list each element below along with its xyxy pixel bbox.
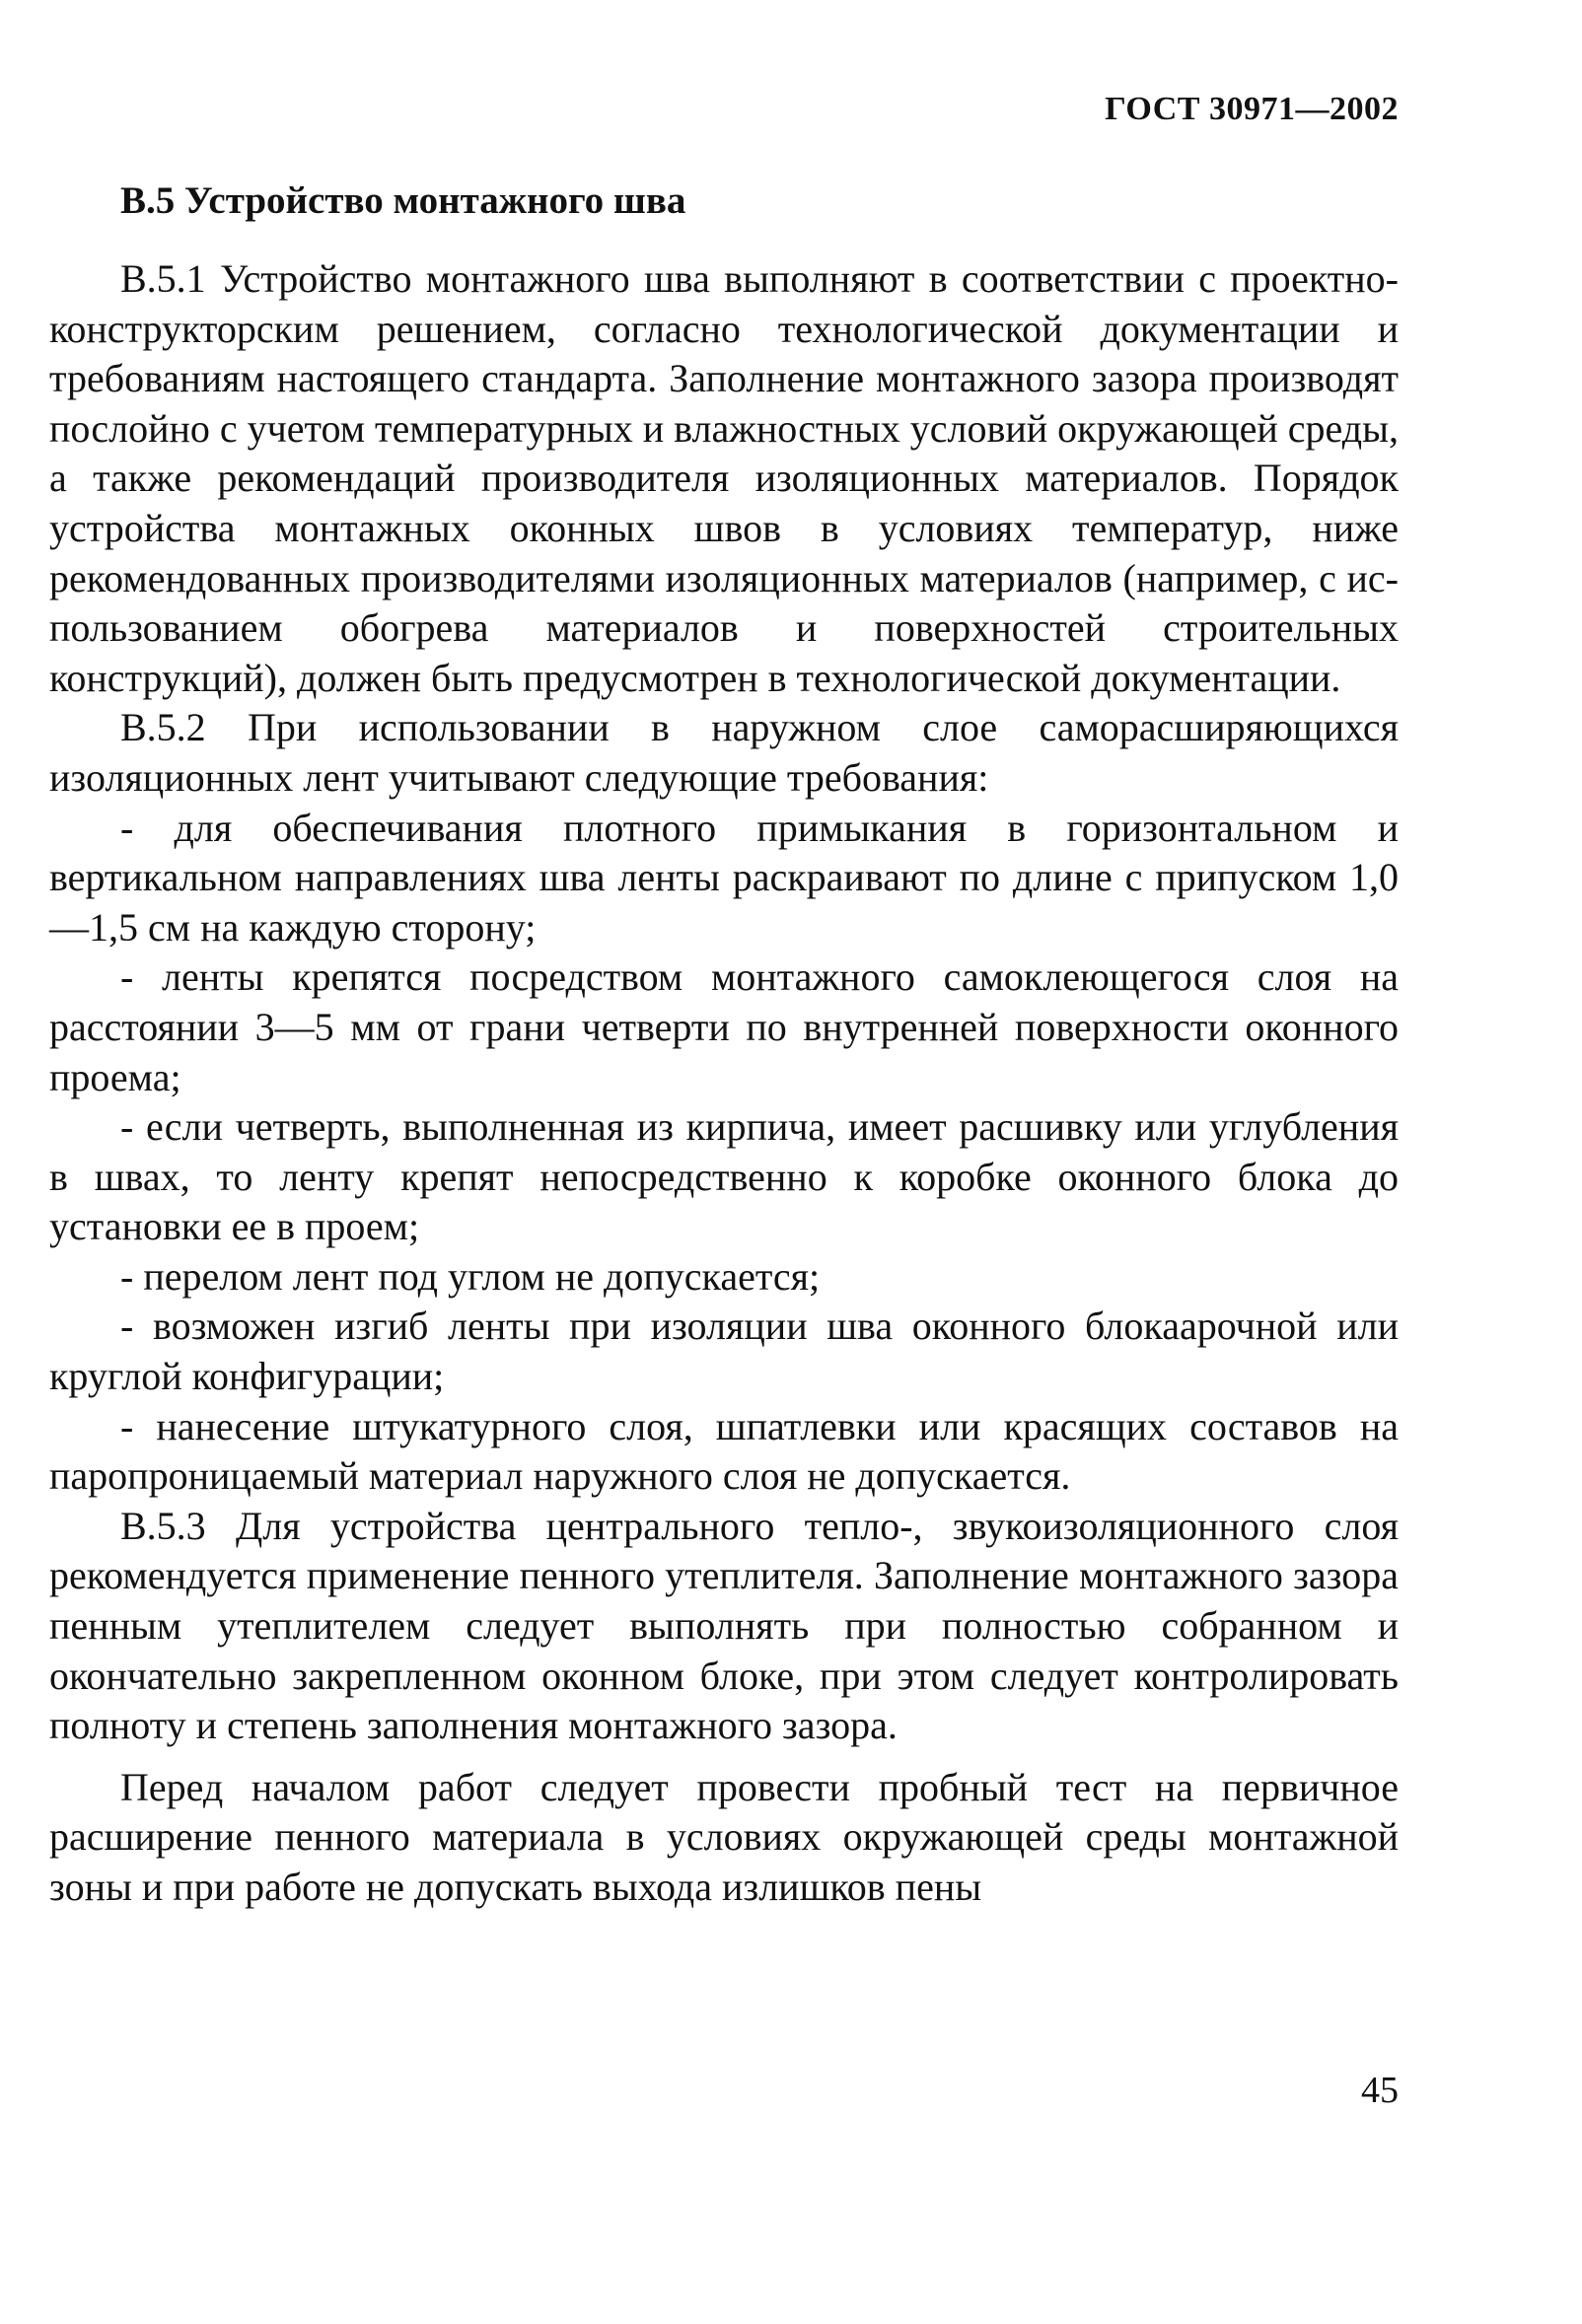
list-item-no-fracture: - перелом лент под углом не допускается; bbox=[120, 1253, 821, 1299]
paragraph-b53: В.5.3 Для устройства центрального тепло-, звукоизоляционного слоя рекомендуется применение пенного утеплителя. Заполнение монтажного зазора пенным утеплителем следует выполнять при полностью собранном и окончательно закрепленном оконном блоке, при этом следует контролировать полноту и степень заполнения монтажного зазора. bbox=[49, 1503, 1399, 1748]
page-number: 45 bbox=[1361, 2070, 1399, 2111]
paragraph-foam-test: Перед началом работ следует провести пробный тест на первичное расширение пенного материала в условиях окружающей среды монтажной зоны и при работе не допускать выхода излишков пены bbox=[49, 1764, 1399, 1909]
paragraph-b51: В.5.1 Устройство монтажного шва выполняют в соответствии с проектно-конструкторским решением, согласно технологической документации и требованиям настоящего стандарта. Заполнение монтажного зазора производят послойно с учетом температурных и влажностных условий окружающей среды, а также рекомендаций производителя изоляционных материалов. Порядок устройства монтажных оконных швов в условиях температур, ниже рекомендованных производителями изоляционных материалов (например, с использованием обогрева материалов и поверхностей строительных конструкций), должен быть предусмотрен в технологической документации. bbox=[49, 256, 1399, 700]
document-code-header: ГОСТ 30971—2002 bbox=[1105, 91, 1399, 127]
list-item-no-plaster: - нанесение штукатурного слоя, шпатлевки или красящих составов на паропроницаемый материал наружного слоя не допускается. bbox=[49, 1403, 1399, 1499]
list-item-tape-cutting: - для обеспечивания плотного примыкания в горизонтальном и вертикальном направлениях шва ленты раскраивают по длине с припуском 1,0—1,5 см на каждую сторону; bbox=[49, 805, 1399, 950]
list-item-brick-quarter: - если четверть, выполненная из кирпича, имеет расшивку или углубления в швах, то ленту крепят непосредственно к коробке оконного блока до установки ее в проем; bbox=[49, 1104, 1399, 1249]
list-item-tape-fixing: - ленты крепятся посредством монтажного самоклеющегося слоя на расстоянии 3—5 мм от грани четверти по внутренней поверхности оконного проема; bbox=[49, 954, 1399, 1099]
list-item-bending: - возможен изгиб ленты при изоляции шва оконного блокаарочной или круглой конфигурации; bbox=[49, 1303, 1399, 1399]
section-title: В.5 Устройство монтажного шва bbox=[120, 179, 686, 222]
paragraph-b52-intro: В.5.2 При использовании в наружном слое саморасширяющихся изоляционных лент учитывают следующие требования: bbox=[49, 705, 1399, 800]
page-content bbox=[49, 174, 1399, 1913]
